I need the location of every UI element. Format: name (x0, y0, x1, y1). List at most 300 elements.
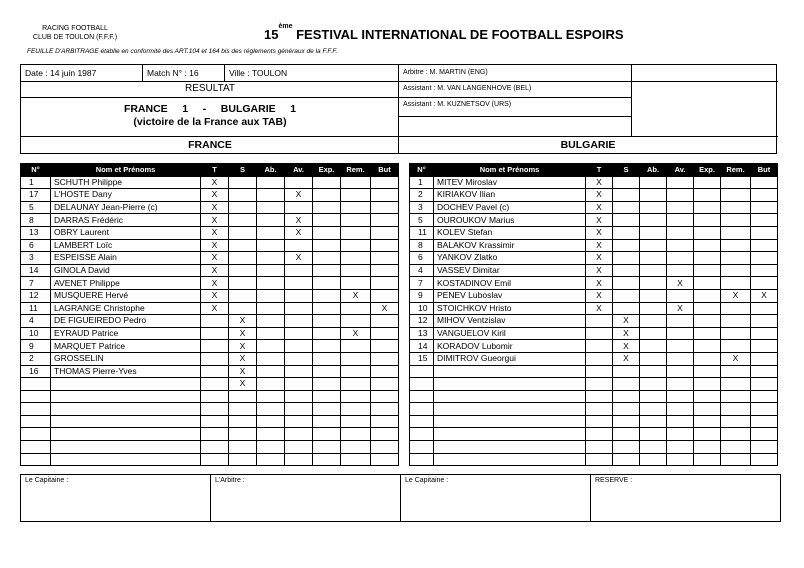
cell-rem: X (341, 327, 371, 340)
cell-t (586, 327, 613, 340)
cell-av (667, 176, 694, 189)
table-row (21, 264, 399, 277)
signature-block (20, 474, 781, 522)
cell-av (285, 403, 313, 416)
cell-ab (257, 315, 285, 328)
cell-exp (313, 428, 341, 441)
cell-s: X (613, 352, 640, 365)
cell-rem (721, 277, 751, 290)
cell-name: VANGUELOV Kiril (434, 327, 586, 340)
cell-av (285, 289, 313, 302)
cell-rem (721, 214, 751, 227)
cell-rem (341, 352, 371, 365)
table-row (410, 226, 778, 239)
cell-ab (640, 252, 667, 265)
table-row (21, 214, 399, 227)
cell-number: 9 (410, 289, 434, 302)
cell-exp (313, 340, 341, 353)
cell-av: X (285, 226, 313, 239)
cell-av (667, 378, 694, 391)
cell-av (667, 214, 694, 227)
cell-ab (257, 365, 285, 378)
cell-rem: X (341, 289, 371, 302)
cell-ab (257, 378, 285, 391)
cell-number (21, 441, 51, 454)
cell-rem: X (721, 289, 751, 302)
cell-number: 3 (21, 252, 51, 265)
cell-t (586, 352, 613, 365)
cell-rem (341, 340, 371, 353)
table-row (410, 315, 778, 328)
cell-ab (640, 239, 667, 252)
cell-av: X (285, 252, 313, 265)
cell-rem (721, 315, 751, 328)
cell-ab (257, 415, 285, 428)
cell-rem (721, 415, 751, 428)
cell-s (229, 289, 257, 302)
cell-t: X (201, 214, 229, 227)
cell-av (285, 277, 313, 290)
cell-number (410, 365, 434, 378)
cell-exp (313, 390, 341, 403)
cell-number: 14 (410, 340, 434, 353)
cell-number (410, 390, 434, 403)
table-row (21, 277, 399, 290)
cell-av (667, 352, 694, 365)
cell-exp (694, 390, 721, 403)
cell-t (586, 403, 613, 416)
cell-name (51, 428, 201, 441)
cell-name: KORADOV Lubomir (434, 340, 586, 353)
cell-av (667, 365, 694, 378)
table-row (410, 214, 778, 227)
cell-number: 8 (410, 239, 434, 252)
cell-t (586, 390, 613, 403)
cell-rem (721, 264, 751, 277)
cell-ab (640, 390, 667, 403)
table-row (21, 315, 399, 328)
cell-t (586, 453, 613, 466)
cell-number: 6 (21, 239, 51, 252)
cell-av (667, 264, 694, 277)
cell-av: X (667, 277, 694, 290)
cell-exp (313, 226, 341, 239)
col-s-header: S (613, 164, 640, 177)
cell-exp (313, 352, 341, 365)
cell-number (410, 415, 434, 428)
regulation-note: FEUILLE D'ARBITRAGE établie en conformité des ART.104 et 164 bis des réglements généraux de la F.F.F. (27, 48, 338, 55)
cell-s (229, 390, 257, 403)
cell-s: X (229, 340, 257, 353)
cell-rem (721, 403, 751, 416)
cell-s (229, 453, 257, 466)
cell-number: 16 (21, 365, 51, 378)
cell-ab (257, 390, 285, 403)
cell-but (371, 289, 399, 302)
cell-av (285, 239, 313, 252)
cell-name (51, 453, 201, 466)
cell-number (21, 428, 51, 441)
cell-av (667, 189, 694, 202)
score-note: (victoire de la France aux TAB) (133, 116, 287, 128)
table-row (410, 239, 778, 252)
cell-but (751, 453, 778, 466)
col-name-header: Nom et Prénoms (434, 164, 586, 177)
cell-exp (313, 252, 341, 265)
table-row (21, 340, 399, 353)
cell-av (285, 453, 313, 466)
cell-but (751, 189, 778, 202)
cell-s (229, 415, 257, 428)
captain-away-label: Le Capitaine : (405, 477, 449, 484)
cell-but (751, 176, 778, 189)
cell-ab (640, 415, 667, 428)
table-row (21, 226, 399, 239)
cell-exp (313, 365, 341, 378)
cell-number: 12 (21, 289, 51, 302)
cell-rem (721, 365, 751, 378)
cell-number: 14 (21, 264, 51, 277)
cell-rem: X (721, 352, 751, 365)
cell-but (371, 226, 399, 239)
cell-av: X (285, 214, 313, 227)
table-row (410, 340, 778, 353)
cell-exp (694, 428, 721, 441)
cell-t: X (201, 176, 229, 189)
cell-exp (694, 239, 721, 252)
cell-ab (257, 289, 285, 302)
cell-ab (257, 302, 285, 315)
cell-ab (257, 403, 285, 416)
cell-rem (341, 428, 371, 441)
cell-name (51, 403, 201, 416)
cell-rem (721, 189, 751, 202)
title-text: FESTIVAL INTERNATIONAL DE FOOTBALL ESPOIRS (296, 27, 624, 42)
cell-exp (694, 340, 721, 353)
cell-t: X (201, 189, 229, 202)
cell-name: LAGRANGE Christophe (51, 302, 201, 315)
cell-av (667, 201, 694, 214)
cell-ab (257, 264, 285, 277)
cell-ab (257, 340, 285, 353)
cell-number: 11 (410, 226, 434, 239)
cell-ab (640, 378, 667, 391)
cell-t (201, 327, 229, 340)
cell-s (613, 378, 640, 391)
cell-but: X (371, 302, 399, 315)
cell-s: X (229, 378, 257, 391)
cell-number: 4 (410, 264, 434, 277)
cell-number: 4 (21, 315, 51, 328)
table-row (21, 378, 399, 391)
col-exp-header: Exp. (313, 164, 341, 177)
cell-exp (313, 176, 341, 189)
cell-ab (640, 214, 667, 227)
match-header (20, 64, 777, 154)
cell-exp (694, 327, 721, 340)
cell-rem (721, 378, 751, 391)
table-row (21, 302, 399, 315)
cell-name: L'HOSTE Dany (51, 189, 201, 202)
cell-but (371, 327, 399, 340)
cell-rem (341, 201, 371, 214)
table-row (410, 390, 778, 403)
cell-but (371, 214, 399, 227)
cell-av (285, 201, 313, 214)
cell-exp (313, 315, 341, 328)
col-t-header: T (586, 164, 613, 177)
reserve-label: RESERVE : (595, 477, 633, 484)
cell-av (285, 315, 313, 328)
cell-exp (313, 378, 341, 391)
table-row (410, 378, 778, 391)
cell-number: 11 (21, 302, 51, 315)
referee: Arbitre : M. MARTIN (ENG) (403, 69, 488, 76)
cell-number: 5 (410, 214, 434, 227)
cell-rem (721, 428, 751, 441)
referee-signature-label: L'Arbitre : (215, 477, 245, 484)
cell-exp (694, 277, 721, 290)
cell-exp (313, 277, 341, 290)
cell-but (751, 214, 778, 227)
cell-name (51, 415, 201, 428)
cell-ab (257, 201, 285, 214)
cell-exp (313, 201, 341, 214)
cell-t (586, 340, 613, 353)
cell-but (751, 239, 778, 252)
cell-but (371, 201, 399, 214)
cell-but (371, 277, 399, 290)
cell-exp (694, 415, 721, 428)
cell-s (613, 214, 640, 227)
cell-name: DIMITROV Gueorgui (434, 352, 586, 365)
bulgarie-roster (409, 163, 778, 466)
cell-ab (257, 226, 285, 239)
score-line: FRANCE 1 - BULGARIE 1 (123, 103, 297, 115)
cell-ab (640, 226, 667, 239)
cell-ab (640, 315, 667, 328)
cell-s (613, 365, 640, 378)
col-t-header: T (201, 164, 229, 177)
cell-av (667, 403, 694, 416)
cell-exp (694, 176, 721, 189)
cell-number: 3 (410, 201, 434, 214)
cell-name (434, 441, 586, 454)
cell-rem (341, 264, 371, 277)
cell-name: GINOLA David (51, 264, 201, 277)
title-sup: ème (278, 23, 293, 30)
cell-but (371, 365, 399, 378)
cell-av (667, 428, 694, 441)
cell-but (751, 264, 778, 277)
table-row (410, 289, 778, 302)
cell-ab (257, 176, 285, 189)
cell-ab (257, 327, 285, 340)
cell-name (434, 428, 586, 441)
table-row (21, 403, 399, 416)
cell-number: 2 (21, 352, 51, 365)
cell-s (613, 201, 640, 214)
cell-rem (721, 252, 751, 265)
cell-but: X (751, 289, 778, 302)
table-row (410, 302, 778, 315)
cell-exp (694, 226, 721, 239)
cell-number: 10 (21, 327, 51, 340)
cell-exp (694, 289, 721, 302)
cell-but (371, 315, 399, 328)
cell-rem (341, 226, 371, 239)
cell-rem (341, 390, 371, 403)
cell-t: X (201, 302, 229, 315)
table-row (410, 264, 778, 277)
cell-number: 2 (410, 189, 434, 202)
cell-number (410, 441, 434, 454)
cell-t: X (586, 226, 613, 239)
cell-name: PENEV Luboslav (434, 289, 586, 302)
cell-rem (341, 189, 371, 202)
cell-rem (721, 340, 751, 353)
table-row (21, 327, 399, 340)
cell-number (21, 390, 51, 403)
cell-rem (341, 453, 371, 466)
cell-but (751, 428, 778, 441)
cell-rem (721, 302, 751, 315)
club-line1: RACING FOOTBALL (42, 25, 108, 32)
cell-name: KOSTADINOV Emil (434, 277, 586, 290)
cell-s (613, 176, 640, 189)
cell-rem (721, 453, 751, 466)
cell-exp (313, 289, 341, 302)
cell-name (434, 415, 586, 428)
cell-but (371, 340, 399, 353)
cell-s (613, 441, 640, 454)
cell-name: ESPEISSE Alain (51, 252, 201, 265)
cell-ab (257, 453, 285, 466)
cell-rem (341, 378, 371, 391)
cell-ab (640, 264, 667, 277)
cell-rem (341, 239, 371, 252)
cell-av (667, 239, 694, 252)
cell-but (751, 352, 778, 365)
cell-s (229, 302, 257, 315)
cell-but (751, 277, 778, 290)
cell-but (371, 264, 399, 277)
cell-ab (257, 441, 285, 454)
captain-home-label: Le Capitaine : (25, 477, 69, 484)
cell-exp (694, 252, 721, 265)
cell-exp (694, 352, 721, 365)
cell-rem (341, 176, 371, 189)
cell-but (371, 441, 399, 454)
cell-t: X (586, 302, 613, 315)
cell-av (285, 365, 313, 378)
cell-exp (313, 264, 341, 277)
cell-but (751, 340, 778, 353)
cell-s (613, 277, 640, 290)
cell-ab (640, 201, 667, 214)
cell-t (201, 352, 229, 365)
cell-t: X (201, 277, 229, 290)
col-av-header: Av. (667, 164, 694, 177)
col-but-header: But (371, 164, 399, 177)
title-ordinal: 15 (264, 27, 279, 42)
cell-exp (694, 378, 721, 391)
cell-ab (257, 239, 285, 252)
cell-exp (694, 214, 721, 227)
cell-ab (640, 340, 667, 353)
cell-ab (257, 352, 285, 365)
cell-number: 12 (410, 315, 434, 328)
cell-t (586, 365, 613, 378)
cell-s (613, 390, 640, 403)
cell-number: 1 (410, 176, 434, 189)
cell-ab (640, 327, 667, 340)
col-name-header: Nom et Prénoms (51, 164, 201, 177)
cell-t (586, 428, 613, 441)
cell-rem (341, 315, 371, 328)
cell-number (21, 403, 51, 416)
cell-number: 1 (21, 176, 51, 189)
cell-but (751, 327, 778, 340)
cell-t: X (586, 214, 613, 227)
cell-av (667, 327, 694, 340)
cell-ab (640, 176, 667, 189)
page-title (264, 23, 624, 42)
cell-s: X (229, 315, 257, 328)
cell-but (371, 352, 399, 365)
cell-name: GROSSELIN (51, 352, 201, 365)
cell-name: AVENET Philippe (51, 277, 201, 290)
team-header-home: FRANCE (188, 139, 232, 151)
cell-name: MARQUET Patrice (51, 340, 201, 353)
cell-but (751, 403, 778, 416)
cell-but (371, 176, 399, 189)
cell-but (751, 226, 778, 239)
cell-but (751, 441, 778, 454)
col-av-header: Av. (285, 164, 313, 177)
cell-s (613, 403, 640, 416)
team-header-away: BULGARIE (560, 139, 616, 151)
cell-s (613, 252, 640, 265)
cell-s (229, 239, 257, 252)
cell-exp (694, 189, 721, 202)
assistant-1: Assistant : M. VAN LANGENHOVE (BEL) (403, 85, 532, 92)
cell-but (371, 252, 399, 265)
cell-ab (640, 453, 667, 466)
cell-name (51, 378, 201, 391)
cell-av (285, 415, 313, 428)
table-row (21, 201, 399, 214)
cell-ab (257, 189, 285, 202)
cell-exp (694, 453, 721, 466)
cell-s (229, 428, 257, 441)
cell-s (613, 264, 640, 277)
table-row (410, 277, 778, 290)
table-row (410, 415, 778, 428)
cell-av (285, 340, 313, 353)
cell-number (21, 378, 51, 391)
cell-exp (313, 453, 341, 466)
cell-ab (257, 277, 285, 290)
cell-av (285, 390, 313, 403)
cell-but (751, 365, 778, 378)
table-row (410, 352, 778, 365)
cell-s (613, 289, 640, 302)
cell-but (371, 390, 399, 403)
table-row (410, 453, 778, 466)
cell-exp (694, 201, 721, 214)
cell-rem (341, 277, 371, 290)
